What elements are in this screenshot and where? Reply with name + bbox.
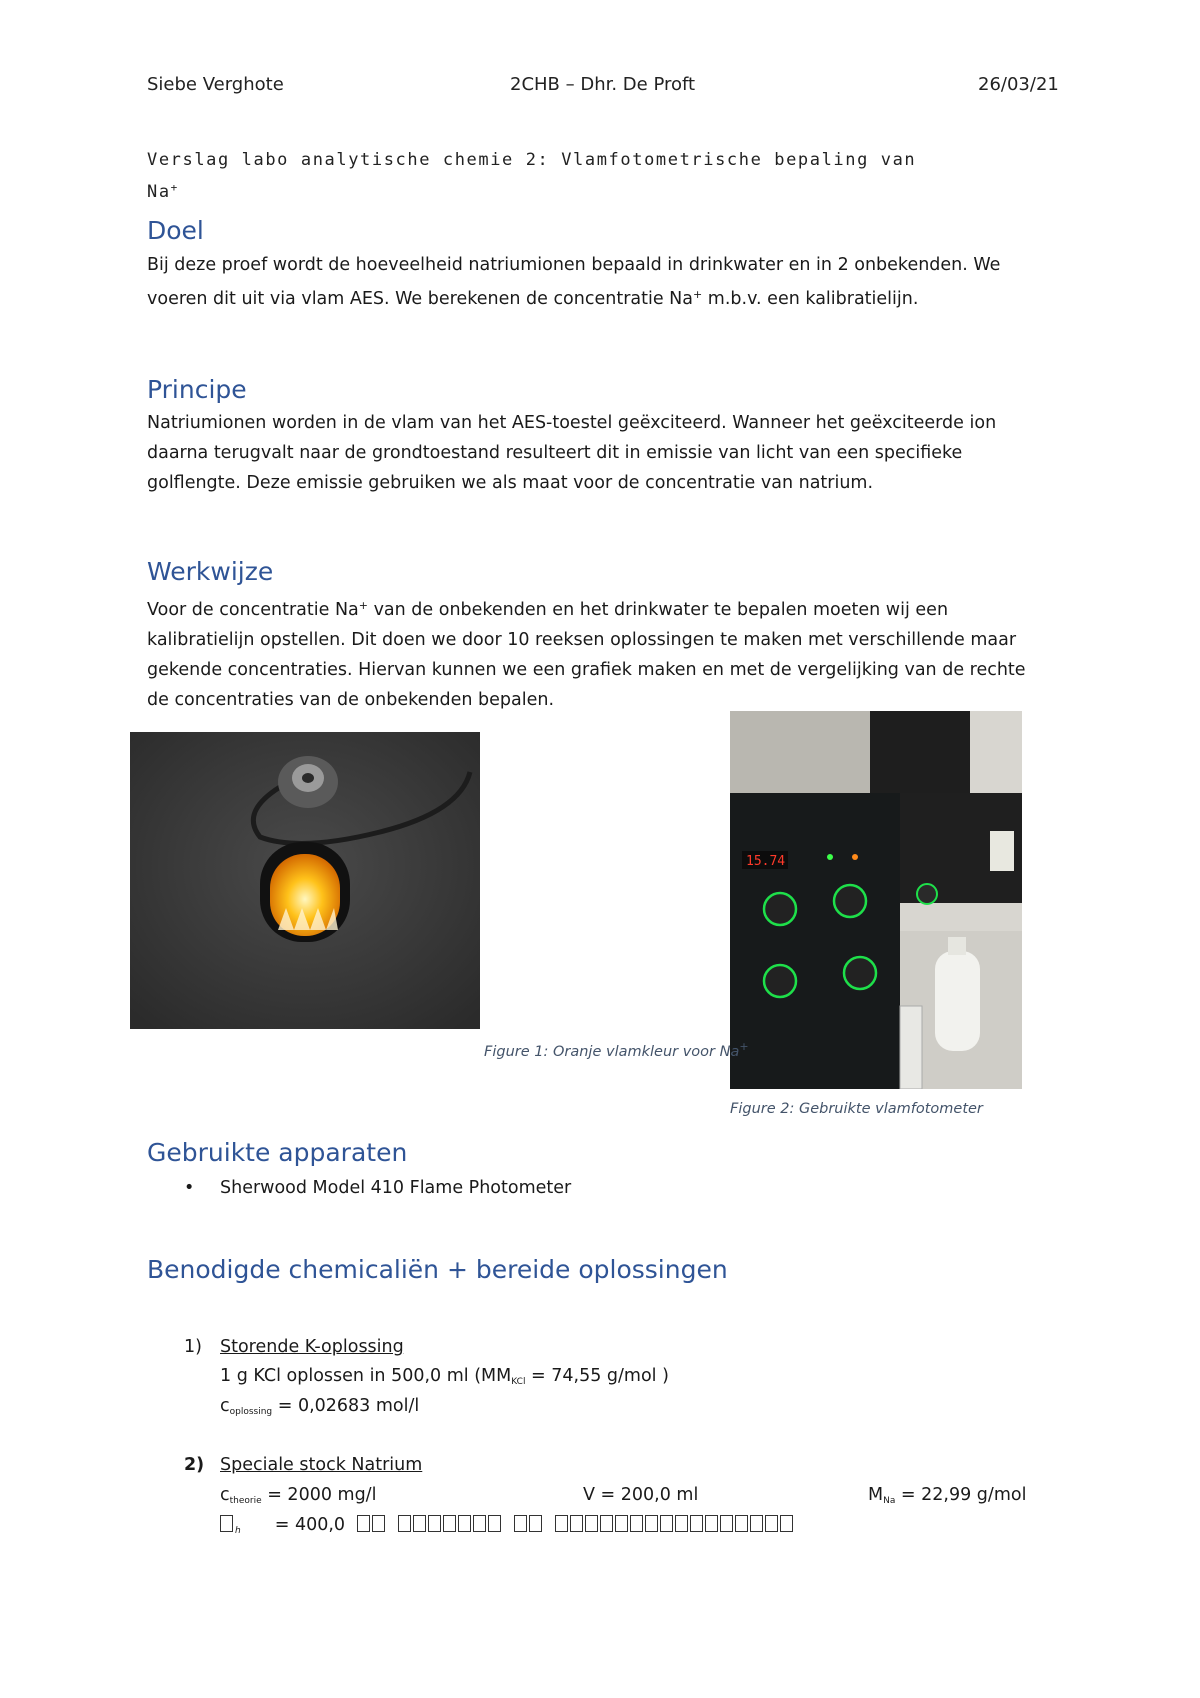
kcl-sub: KCl [511, 1377, 526, 1387]
werkwijze-line-1b: van de onbekenden en het drinkwater te bepalen moeten wij een [368, 600, 949, 620]
werkwijze-line-1 [147, 591, 1047, 625]
doel-line-2b: m.b.v. een kalibratielijn. [702, 289, 919, 309]
heading-principe: Principe [147, 375, 247, 404]
kcl-text: 1 g KCl oplossen in 500,0 ml (MM [220, 1366, 512, 1386]
principe-line-1: Natriumionen worden in de vlam van het AES-toestel geëxciteerd. Wanneer het geëxciteerde ion [147, 413, 997, 433]
heading-chemicalien: Benodigde chemicaliën + bereide oplossingen [147, 1255, 728, 1284]
doel-sup: + [693, 288, 703, 301]
heading-werkwijze: Werkwijze [147, 557, 274, 586]
volume-value: V = 200,0 ml [583, 1485, 699, 1505]
oplossing-sub: oplossing [229, 1407, 273, 1417]
chem-item-2-title: Speciale stock Natrium [220, 1455, 423, 1475]
doel-line-2 [147, 280, 1047, 314]
theorie-sub: theorie [229, 1496, 262, 1506]
chem-item-2-line-2 [220, 1515, 795, 1536]
werkwijze-sup: + [358, 599, 368, 612]
werkwijze-line-1a: Voor de concentratie Na [147, 600, 359, 620]
bullet-icon: • [184, 1178, 195, 1198]
principe-line-2: daarna terugvalt naar de grondtoestand resulteert dit in emissie van licht van een specifieke [147, 443, 963, 463]
title-line2: Na [147, 182, 171, 202]
chem-item-1-title: Storende K-oplossing [220, 1337, 404, 1357]
heading-doel: Doel [147, 216, 204, 245]
photometer-display-reading: 15.74 [746, 854, 786, 869]
principe-paragraph [147, 408, 1047, 498]
title-line1: Verslag labo analytische chemie 2: Vlamfotometrische bepaling van [147, 150, 917, 170]
molar-mass-na-value: = 22,99 g/mol [895, 1485, 1027, 1505]
chem-item-1-line-2 [220, 1396, 419, 1417]
c-theorie-symbol: c [220, 1485, 230, 1505]
molar-mass-na [868, 1485, 1026, 1506]
werkwijze-line-3: gekende concentraties. Hiervan kunnen we een grafiek maken en met de vergelijking van de rechte [147, 660, 1026, 680]
chem-item-1-line-1 [220, 1366, 669, 1387]
kcl-molar-mass: = 74,55 g/mol ) [525, 1366, 669, 1386]
doel-line-1: Bij deze proef wordt de hoeveelheid natriumionen bepaald in drinkwater en in 2 onbekenden. We [147, 255, 1001, 275]
oplossing-concentration: = 0,02683 mol/l [272, 1396, 420, 1416]
photometer-photo-image [730, 711, 1022, 1089]
c-theorie [220, 1485, 376, 1506]
chem-item-2-number: 2) [184, 1455, 205, 1475]
principe-line-3: golflengte. Deze emissie gebruiken we als maat voor de concentratie van natrium. [147, 473, 874, 493]
heading-apparaten: Gebruikte apparaten [147, 1138, 408, 1167]
report-title [147, 146, 1047, 206]
doel-line-2a: voeren dit uit via vlam AES. We berekenen de concentratie Na [147, 289, 693, 309]
figure-2-photometer-photo [730, 711, 1022, 1089]
flame-photo-image [130, 732, 480, 1029]
figure-1-caption [484, 1040, 749, 1060]
apparaat-1: Sherwood Model 410 Flame Photometer [220, 1178, 572, 1198]
werkwijze-line-4: de concentraties van de onbekenden bepalen. [147, 690, 555, 710]
header-author: Siebe Verghote [147, 74, 284, 95]
missing-glyphs [357, 1515, 795, 1535]
figure-1-caption-sup: + [739, 1040, 749, 1053]
chem-item-1-number: 1) [184, 1337, 202, 1357]
c-theorie-value: = 2000 mg/l [261, 1485, 377, 1505]
c-symbol: c [220, 1396, 230, 1416]
figure-1-caption-text: Figure 1: Oranje vlamkleur voor Na [484, 1044, 740, 1060]
h-sub: h [235, 1526, 241, 1536]
m-symbol: M [868, 1485, 884, 1505]
werkwijze-line-2: kalibratielijn opstellen. Dit doen we door 10 reeksen oplossingen te maken met verschillende maar [147, 630, 1017, 650]
missing-glyph-icon [220, 1515, 233, 1532]
werkwijze-paragraph [147, 591, 1047, 715]
line-2-value: = 400,0 [274, 1515, 346, 1535]
figure-2-caption: Figure 2: Gebruikte vlamfotometer [730, 1101, 983, 1117]
figure-1-flame-photo [130, 732, 480, 1029]
header-course: 2CHB – Dhr. De Proft [510, 74, 696, 95]
title-sup: + [170, 181, 179, 194]
header-date: 26/03/21 [978, 74, 1059, 95]
doel-paragraph [147, 250, 1047, 314]
na-sub: Na [883, 1496, 896, 1506]
